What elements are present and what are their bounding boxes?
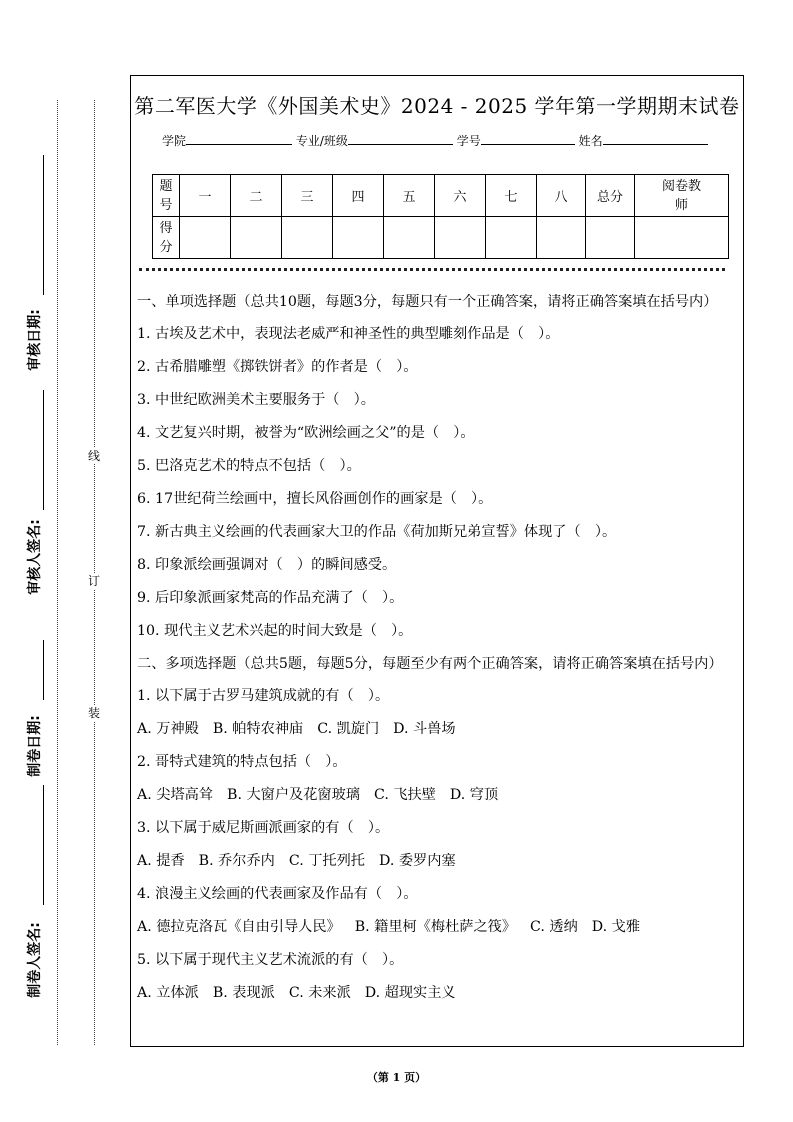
header-cell: 三 (282, 175, 333, 217)
question-item: 7. 新古典主义绘画的代表画家大卫的作品《荷加斯兄弟宣誓》体现了（ ）。 (137, 524, 617, 540)
compile-date-line (43, 640, 44, 700)
review-date-line (43, 155, 44, 295)
score-table-score-row (153, 217, 729, 259)
score-cell-total[interactable] (586, 217, 635, 259)
score-cell[interactable] (435, 217, 486, 259)
question-item: 9. 后印象派画家梵高的作品充满了（ ）。 (137, 590, 404, 606)
option: A. 立体派 (137, 985, 199, 1001)
option: D. 斗兽场 (393, 721, 456, 737)
option-row (137, 851, 739, 884)
score-cell-grader[interactable] (635, 217, 729, 259)
compiler-signature-line (43, 785, 44, 905)
page-number: （第 1 页） (366, 1071, 427, 1084)
option: C. 透纳 (530, 919, 578, 935)
college-label: 学院 (162, 134, 187, 148)
score-cell[interactable] (180, 217, 231, 259)
score-cell[interactable] (537, 217, 586, 259)
header-cell: 六 (435, 175, 486, 217)
reviewer-signature-line (43, 390, 44, 510)
option: B. 乔尔乔内 (198, 853, 275, 869)
question-item: 3. 中世纪欧洲美术主要服务于（ ）。 (137, 392, 375, 408)
option: A. 提香 (137, 853, 185, 869)
option: C. 未来派 (288, 985, 351, 1001)
name-field[interactable] (603, 132, 708, 145)
header-cell-total: 总分 (586, 175, 635, 217)
option: A. 德拉克洛瓦《自由引导人民》 (137, 919, 341, 935)
question-item: 2. 哥特式建筑的特点包括（ ）。 (137, 754, 347, 770)
score-cell[interactable] (282, 217, 333, 259)
option: B. 表现派 (212, 985, 275, 1001)
binding-dotted-line-outer (57, 100, 58, 1045)
binding-char-line: 线 (87, 449, 100, 463)
header-cell: 一 (180, 175, 231, 217)
major-class-field[interactable] (348, 132, 453, 145)
section-heading-multiple-choice: 二、多项选择题（总共5题，每题5分，每题至少有两个正确答案，请将正确答案填在括号内） (137, 656, 723, 672)
binding-char-bind: 装 (87, 706, 100, 720)
question-item: 5. 巴洛克艺术的特点不包括（ ）。 (137, 458, 361, 474)
question-item: 5. 以下属于现代主义艺术流派的有（ ）。 (137, 952, 404, 968)
option: A. 尖塔高耸 (137, 787, 214, 803)
option: B. 籍里柯《梅杜萨之筏》 (354, 919, 517, 935)
option: D. 穹顶 (449, 787, 499, 803)
question-item: 6. 17世纪荷兰绘画中，擅长风俗画创作的画家是（ ）。 (137, 491, 493, 507)
header-cell: 七 (486, 175, 537, 217)
question-item: 1. 古埃及艺术中，表现法老威严和神圣性的典型雕刻作品是（ ）。 (137, 326, 560, 342)
exam-title: 第二军医大学《外国美术史》2024 - 2025 学年第一学期期末试卷 (134, 94, 740, 118)
score-table-header-row (153, 175, 729, 217)
question-item: 10. 现代主义艺术兴起的时间大致是（ ）。 (137, 623, 413, 639)
question-item: 8. 印象派绘画强调对（ ）的瞬间感受。 (137, 557, 397, 573)
option-row (137, 917, 739, 950)
student-info-row (162, 132, 708, 149)
exam-questions (137, 292, 739, 1016)
option: C. 丁托列托 (288, 853, 365, 869)
score-cell[interactable] (486, 217, 537, 259)
question-item: 4. 浪漫主义绘画的代表画家及作品有（ ）。 (137, 886, 418, 902)
header-cell: 五 (384, 175, 435, 217)
question-item: 2. 古希腊雕塑《掷铁饼者》的作者是（ ）。 (137, 359, 418, 375)
option: C. 凯旋门 (317, 721, 380, 737)
question-item: 1. 以下属于古罗马建筑成就的有（ ）。 (137, 688, 390, 704)
score-cell[interactable] (384, 217, 435, 259)
option-row (137, 785, 739, 818)
binding-char-staple: 订 (87, 574, 100, 588)
score-cell[interactable] (231, 217, 282, 259)
header-cell: 四 (333, 175, 384, 217)
question-item: 3. 以下属于威尼斯画派画家的有（ ）。 (137, 820, 390, 836)
header-cell: 八 (537, 175, 586, 217)
option: A. 万神殿 (137, 721, 199, 737)
option: D. 超现实主义 (364, 985, 456, 1001)
student-id-field[interactable] (481, 132, 575, 145)
question-item: 4. 文艺复兴时期，被誉为“欧洲绘画之父”的是（ ）。 (137, 425, 475, 441)
option: D. 委罗内塞 (378, 853, 456, 869)
exam-frame (130, 75, 744, 1047)
option: B. 帕特农神庙 (212, 721, 304, 737)
score-cell[interactable] (333, 217, 384, 259)
option-row (137, 719, 739, 752)
student-id-label: 学号 (456, 134, 481, 148)
section-heading-single-choice: 一、单项选择题（总共10题，每题3分，每题只有一个正确答案，请将正确答案填在括号内） (137, 294, 718, 310)
option: D. 戈雅 (591, 919, 641, 935)
score-row-label: 得分 (153, 217, 180, 259)
header-cell-grader: 阅卷教师 (635, 175, 729, 217)
option: C. 飞扶壁 (373, 787, 436, 803)
dotted-separator (139, 268, 725, 271)
question-number-label: 题号 (153, 175, 180, 217)
option: B. 大窗户及花窗玻璃 (227, 787, 360, 803)
major-class-label: 专业/班级 (295, 134, 348, 148)
score-table (152, 174, 729, 259)
option-row (137, 983, 739, 1016)
name-label: 姓名 (578, 134, 603, 148)
college-field[interactable] (186, 132, 292, 145)
header-cell: 二 (231, 175, 282, 217)
